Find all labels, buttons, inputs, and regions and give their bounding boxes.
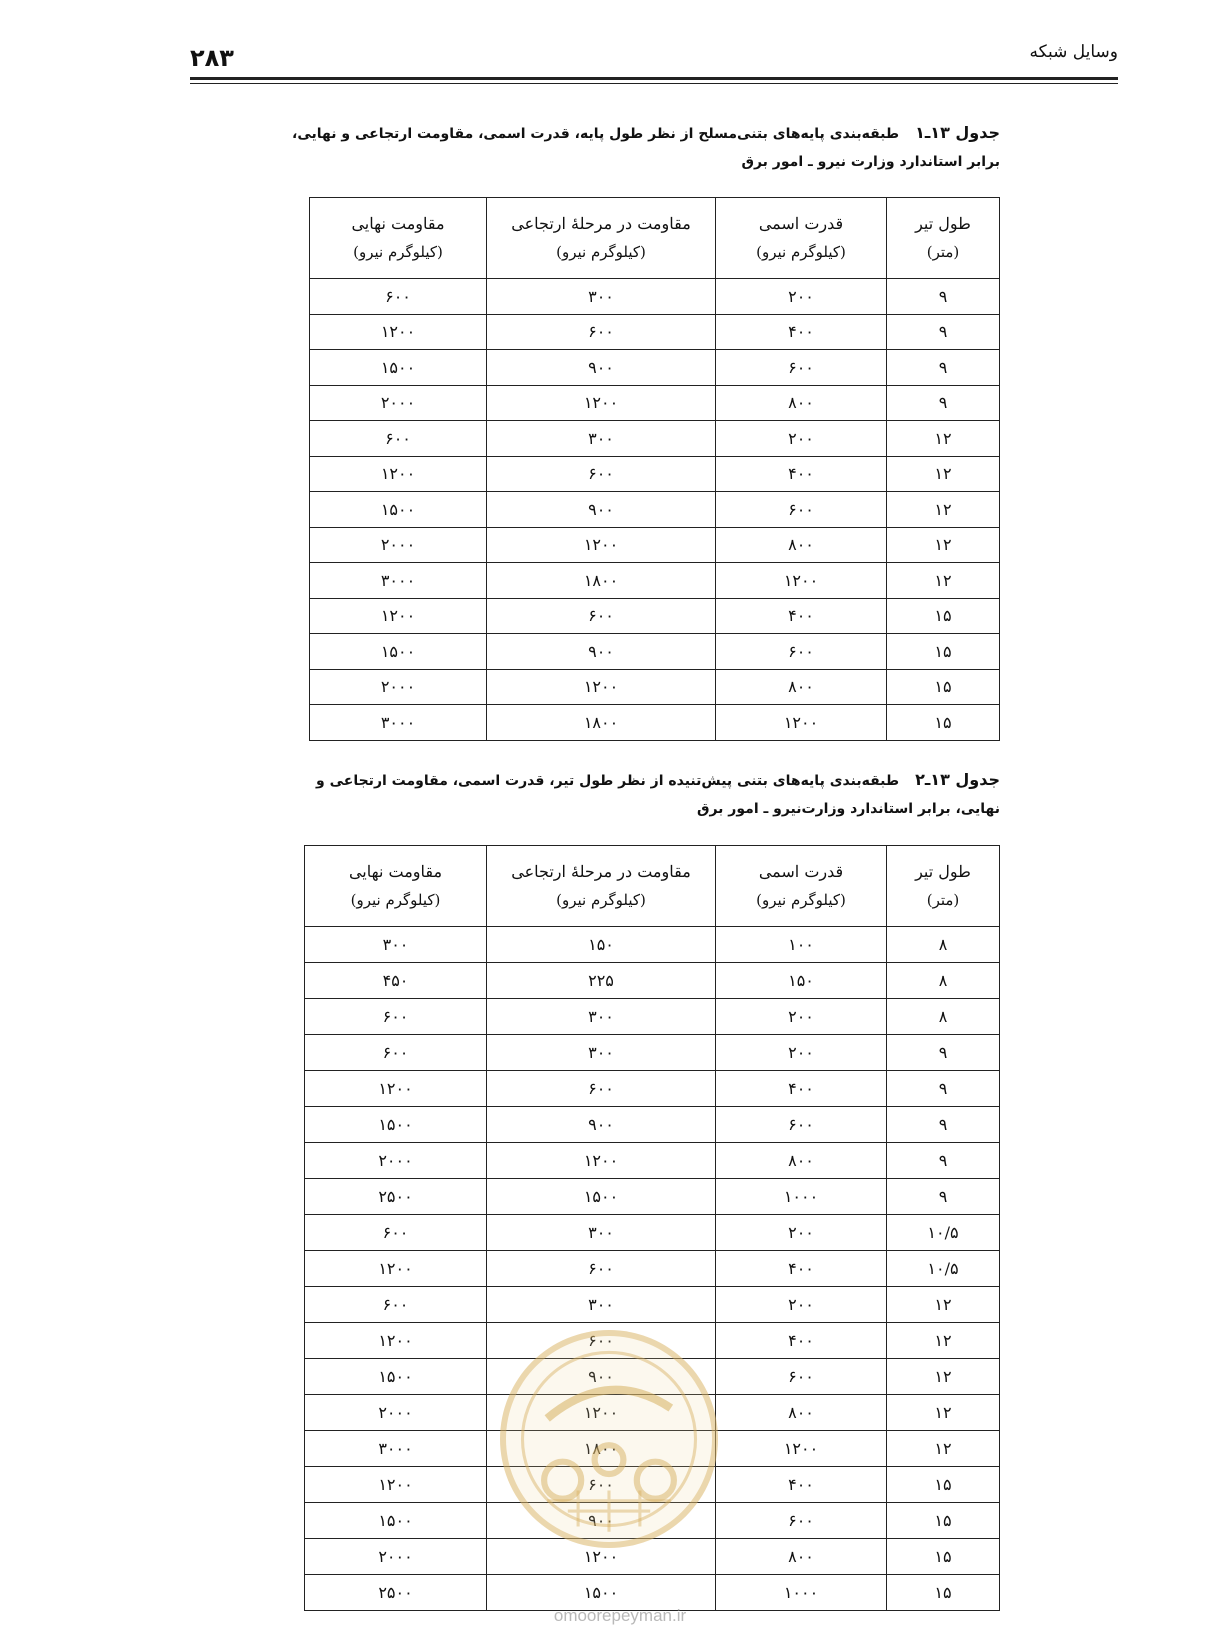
- table1-caption-label: جدول ۱۳ـ۱: [915, 123, 1000, 142]
- table2-caption-line2: نهایی، برابر استاندارد وزارت‌نیرو ـ امور برق: [696, 801, 1000, 817]
- cell-ultimate-strength: ۳۰۰۰: [305, 1431, 487, 1467]
- cell-elastic-strength: ۱۲۰۰: [487, 1395, 716, 1431]
- cell-elastic-strength: ۱۵۰: [487, 927, 716, 963]
- table2-caption-label: جدول ۱۳ـ۲: [915, 770, 1000, 789]
- cell-elastic-strength: ۱۲۰۰: [487, 527, 716, 563]
- table-row: [305, 1179, 1000, 1215]
- cell-ultimate-strength: ۶۰۰: [305, 1287, 487, 1323]
- table-row: [305, 1467, 1000, 1503]
- col-header-ultimate-strength: مقاومت نهایی (کیلوگرم نیرو): [310, 198, 487, 279]
- cell-length: ۱۰/۵: [887, 1215, 1000, 1251]
- cell-elastic-strength: ۱۵۰۰: [487, 1179, 716, 1215]
- cell-rated-strength: ۱۲۰۰: [716, 1431, 887, 1467]
- table-row: [305, 1287, 1000, 1323]
- table-row: [305, 927, 1000, 963]
- table-row: [310, 705, 1000, 741]
- cell-ultimate-strength: ۱۲۰۰: [310, 456, 487, 492]
- cell-rated-strength: ۶۰۰: [716, 1503, 887, 1539]
- col-header-elastic-strength: مقاومت در مرحلهٔ ارتجاعی (کیلوگرم نیرو): [487, 846, 716, 927]
- cell-length: ۱۲: [887, 1359, 1000, 1395]
- table-row: [305, 1323, 1000, 1359]
- cell-length: ۹: [887, 1179, 1000, 1215]
- cell-ultimate-strength: ۱۵۰۰: [305, 1503, 487, 1539]
- table-row: [310, 563, 1000, 599]
- cell-rated-strength: ۴۰۰: [716, 598, 887, 634]
- cell-ultimate-strength: ۲۵۰۰: [305, 1179, 487, 1215]
- cell-ultimate-strength: ۱۲۰۰: [310, 598, 487, 634]
- cell-ultimate-strength: ۱۲۰۰: [305, 1323, 487, 1359]
- table1-caption: [240, 119, 1000, 176]
- table1-concrete-poles: [309, 197, 1000, 741]
- table2-caption: [210, 766, 1000, 823]
- page-header: [190, 36, 1118, 76]
- cell-length: ۱۵: [887, 1575, 1000, 1611]
- cell-elastic-strength: ۶۰۰: [487, 1251, 716, 1287]
- cell-elastic-strength: ۱۸۰۰: [487, 705, 716, 741]
- cell-rated-strength: ۲۰۰: [716, 1287, 887, 1323]
- cell-elastic-strength: ۱۲۰۰: [487, 385, 716, 421]
- cell-ultimate-strength: ۱۲۰۰: [310, 314, 487, 350]
- cell-elastic-strength: ۹۰۰: [487, 1107, 716, 1143]
- cell-ultimate-strength: ۲۰۰۰: [305, 1395, 487, 1431]
- cell-length: ۱۲: [887, 1287, 1000, 1323]
- table-row: [305, 1539, 1000, 1575]
- col-header-rated-strength: قدرت اسمی (کیلوگرم نیرو): [716, 198, 887, 279]
- cell-length: ۱۲: [887, 1431, 1000, 1467]
- cell-rated-strength: ۴۰۰: [716, 314, 887, 350]
- cell-elastic-strength: ۳۰۰: [487, 1287, 716, 1323]
- cell-ultimate-strength: ۶۰۰: [310, 421, 487, 457]
- cell-length: ۱۲: [887, 563, 1000, 599]
- table-row: [310, 385, 1000, 421]
- table-row: [305, 1431, 1000, 1467]
- table-header-row: [305, 846, 1000, 927]
- cell-length: ۱۵: [887, 634, 1000, 670]
- cell-elastic-strength: ۹۰۰: [487, 350, 716, 386]
- table-row: [305, 1503, 1000, 1539]
- cell-ultimate-strength: ۲۰۰۰: [310, 669, 487, 705]
- cell-rated-strength: ۲۰۰: [716, 1035, 887, 1071]
- cell-length: ۱۲: [887, 456, 1000, 492]
- cell-length: ۱۲: [887, 492, 1000, 528]
- cell-rated-strength: ۴۰۰: [716, 1467, 887, 1503]
- table1-caption-line1: جدول ۱۳ـ۱طبقه‌بندی پایه‌های بتنی‌مسلح از نظر طول پایه، قدرت اسمی، مقاومت ارتجاعی و نهایی،: [292, 123, 1000, 142]
- cell-ultimate-strength: ۲۰۰۰: [305, 1143, 487, 1179]
- cell-elastic-strength: ۶۰۰: [487, 1467, 716, 1503]
- table-row: [310, 456, 1000, 492]
- cell-ultimate-strength: ۱۲۰۰: [305, 1467, 487, 1503]
- cell-elastic-strength: ۶۰۰: [487, 314, 716, 350]
- cell-length: ۱۵: [887, 669, 1000, 705]
- cell-rated-strength: ۴۰۰: [716, 456, 887, 492]
- cell-rated-strength: ۶۰۰: [716, 350, 887, 386]
- running-title: وسایل شبکه: [1029, 42, 1118, 62]
- cell-rated-strength: ۲۰۰: [716, 279, 887, 315]
- cell-rated-strength: ۱۰۰۰: [716, 1179, 887, 1215]
- cell-rated-strength: ۱۰۰: [716, 927, 887, 963]
- cell-elastic-strength: ۶۰۰: [487, 456, 716, 492]
- cell-elastic-strength: ۲۲۵: [487, 963, 716, 999]
- cell-length: ۹: [887, 385, 1000, 421]
- cell-rated-strength: ۱۰۰۰: [716, 1575, 887, 1611]
- cell-ultimate-strength: ۱۵۰۰: [305, 1107, 487, 1143]
- table-row: [310, 492, 1000, 528]
- table-row: [310, 669, 1000, 705]
- table-row: [305, 963, 1000, 999]
- cell-ultimate-strength: ۴۵۰: [305, 963, 487, 999]
- table-row: [305, 1107, 1000, 1143]
- table-row: [310, 527, 1000, 563]
- table-row: [305, 1215, 1000, 1251]
- header-rule-thick: [190, 77, 1118, 80]
- cell-ultimate-strength: ۲۰۰۰: [305, 1539, 487, 1575]
- cell-rated-strength: ۸۰۰: [716, 385, 887, 421]
- cell-rated-strength: ۱۲۰۰: [716, 563, 887, 599]
- cell-elastic-strength: ۹۰۰: [487, 492, 716, 528]
- cell-elastic-strength: ۱۸۰۰: [487, 563, 716, 599]
- watermark-url: omoorepeyman.ir: [553, 1606, 687, 1625]
- cell-ultimate-strength: ۱۲۰۰: [305, 1071, 487, 1107]
- cell-ultimate-strength: ۱۵۰۰: [310, 634, 487, 670]
- table-row: [310, 350, 1000, 386]
- cell-rated-strength: ۸۰۰: [716, 1539, 887, 1575]
- cell-ultimate-strength: ۱۲۰۰: [305, 1251, 487, 1287]
- table-header-row: [310, 198, 1000, 279]
- cell-elastic-strength: ۱۲۰۰: [487, 669, 716, 705]
- cell-elastic-strength: ۹۰۰: [487, 1503, 716, 1539]
- cell-elastic-strength: ۳۰۰: [487, 279, 716, 315]
- col-header-length: طول تیر (متر): [887, 846, 1000, 927]
- table-row: [310, 279, 1000, 315]
- cell-length: ۸: [887, 927, 1000, 963]
- cell-length: ۱۲: [887, 1323, 1000, 1359]
- cell-rated-strength: ۱۵۰: [716, 963, 887, 999]
- cell-elastic-strength: ۳۰۰: [487, 1035, 716, 1071]
- table-row: [310, 421, 1000, 457]
- cell-ultimate-strength: ۶۰۰: [305, 1035, 487, 1071]
- cell-ultimate-strength: ۲۵۰۰: [305, 1575, 487, 1611]
- cell-length: ۱۲: [887, 1395, 1000, 1431]
- col-header-elastic-strength: مقاومت در مرحلهٔ ارتجاعی (کیلوگرم نیرو): [487, 198, 716, 279]
- cell-rated-strength: ۶۰۰: [716, 1107, 887, 1143]
- table2-caption-line1: جدول ۱۳ـ۲طبقه‌بندی پایه‌های بتنی پیش‌تنیده از نظر طول تیر، قدرت اسمی، مقاومت ارتجاعی و: [316, 770, 1000, 789]
- cell-length: ۱۲: [887, 527, 1000, 563]
- col-header-ultimate-strength: مقاومت نهایی (کیلوگرم نیرو): [305, 846, 487, 927]
- cell-length: ۹: [887, 350, 1000, 386]
- cell-length: ۱۰/۵: [887, 1251, 1000, 1287]
- table2-prestressed-poles: [304, 845, 1000, 1611]
- cell-length: ۱۲: [887, 421, 1000, 457]
- cell-elastic-strength: ۱۲۰۰: [487, 1143, 716, 1179]
- table1-caption-line2: برابر استاندارد وزارت نیرو ـ امور برق: [741, 154, 1000, 170]
- cell-rated-strength: ۲۰۰: [716, 999, 887, 1035]
- table-row: [310, 314, 1000, 350]
- cell-rated-strength: ۸۰۰: [716, 1395, 887, 1431]
- cell-elastic-strength: ۳۰۰: [487, 1215, 716, 1251]
- table-row: [305, 1035, 1000, 1071]
- cell-length: ۱۵: [887, 1503, 1000, 1539]
- table-row: [305, 1395, 1000, 1431]
- cell-elastic-strength: ۱۲۰۰: [487, 1539, 716, 1575]
- cell-rated-strength: ۴۰۰: [716, 1251, 887, 1287]
- cell-ultimate-strength: ۱۵۰۰: [310, 350, 487, 386]
- cell-length: ۹: [887, 1107, 1000, 1143]
- cell-ultimate-strength: ۲۰۰۰: [310, 385, 487, 421]
- cell-elastic-strength: ۶۰۰: [487, 598, 716, 634]
- cell-ultimate-strength: ۱۵۰۰: [305, 1359, 487, 1395]
- cell-rated-strength: ۶۰۰: [716, 1359, 887, 1395]
- cell-elastic-strength: ۱۸۰۰: [487, 1431, 716, 1467]
- cell-length: ۹: [887, 279, 1000, 315]
- col-header-rated-strength: قدرت اسمی (کیلوگرم نیرو): [716, 846, 887, 927]
- cell-ultimate-strength: ۳۰۰۰: [310, 705, 487, 741]
- cell-rated-strength: ۸۰۰: [716, 1143, 887, 1179]
- cell-rated-strength: ۶۰۰: [716, 634, 887, 670]
- cell-length: ۹: [887, 1071, 1000, 1107]
- cell-rated-strength: ۲۰۰: [716, 1215, 887, 1251]
- page-number: ۲۸۳: [190, 44, 234, 72]
- cell-elastic-strength: ۱۵۰۰: [487, 1575, 716, 1611]
- table-row: [305, 999, 1000, 1035]
- cell-length: ۹: [887, 1035, 1000, 1071]
- cell-ultimate-strength: ۳۰۰۰: [310, 563, 487, 599]
- cell-ultimate-strength: ۳۰۰: [305, 927, 487, 963]
- cell-rated-strength: ۸۰۰: [716, 527, 887, 563]
- cell-rated-strength: ۴۰۰: [716, 1071, 887, 1107]
- cell-length: ۸: [887, 999, 1000, 1035]
- cell-rated-strength: ۴۰۰: [716, 1323, 887, 1359]
- cell-rated-strength: ۶۰۰: [716, 492, 887, 528]
- cell-elastic-strength: ۶۰۰: [487, 1323, 716, 1359]
- cell-length: ۱۵: [887, 705, 1000, 741]
- table-row: [305, 1359, 1000, 1395]
- cell-rated-strength: ۲۰۰: [716, 421, 887, 457]
- cell-ultimate-strength: ۲۰۰۰: [310, 527, 487, 563]
- cell-elastic-strength: ۳۰۰: [487, 999, 716, 1035]
- cell-rated-strength: ۱۲۰۰: [716, 705, 887, 741]
- cell-length: ۱۵: [887, 1467, 1000, 1503]
- cell-length: ۱۵: [887, 1539, 1000, 1575]
- cell-ultimate-strength: ۱۵۰۰: [310, 492, 487, 528]
- cell-elastic-strength: ۶۰۰: [487, 1071, 716, 1107]
- col-header-length: طول تیر (متر): [887, 198, 1000, 279]
- cell-elastic-strength: ۹۰۰: [487, 1359, 716, 1395]
- header-rule-thin: [190, 83, 1118, 84]
- cell-elastic-strength: ۳۰۰: [487, 421, 716, 457]
- cell-ultimate-strength: ۶۰۰: [310, 279, 487, 315]
- cell-length: ۹: [887, 1143, 1000, 1179]
- table-row: [305, 1071, 1000, 1107]
- cell-ultimate-strength: ۶۰۰: [305, 999, 487, 1035]
- cell-length: ۱۵: [887, 598, 1000, 634]
- table-row: [305, 1143, 1000, 1179]
- table-row: [310, 634, 1000, 670]
- cell-length: ۸: [887, 963, 1000, 999]
- cell-ultimate-strength: ۶۰۰: [305, 1215, 487, 1251]
- table-row: [305, 1251, 1000, 1287]
- cell-elastic-strength: ۹۰۰: [487, 634, 716, 670]
- cell-rated-strength: ۸۰۰: [716, 669, 887, 705]
- cell-length: ۹: [887, 314, 1000, 350]
- table-row: [310, 598, 1000, 634]
